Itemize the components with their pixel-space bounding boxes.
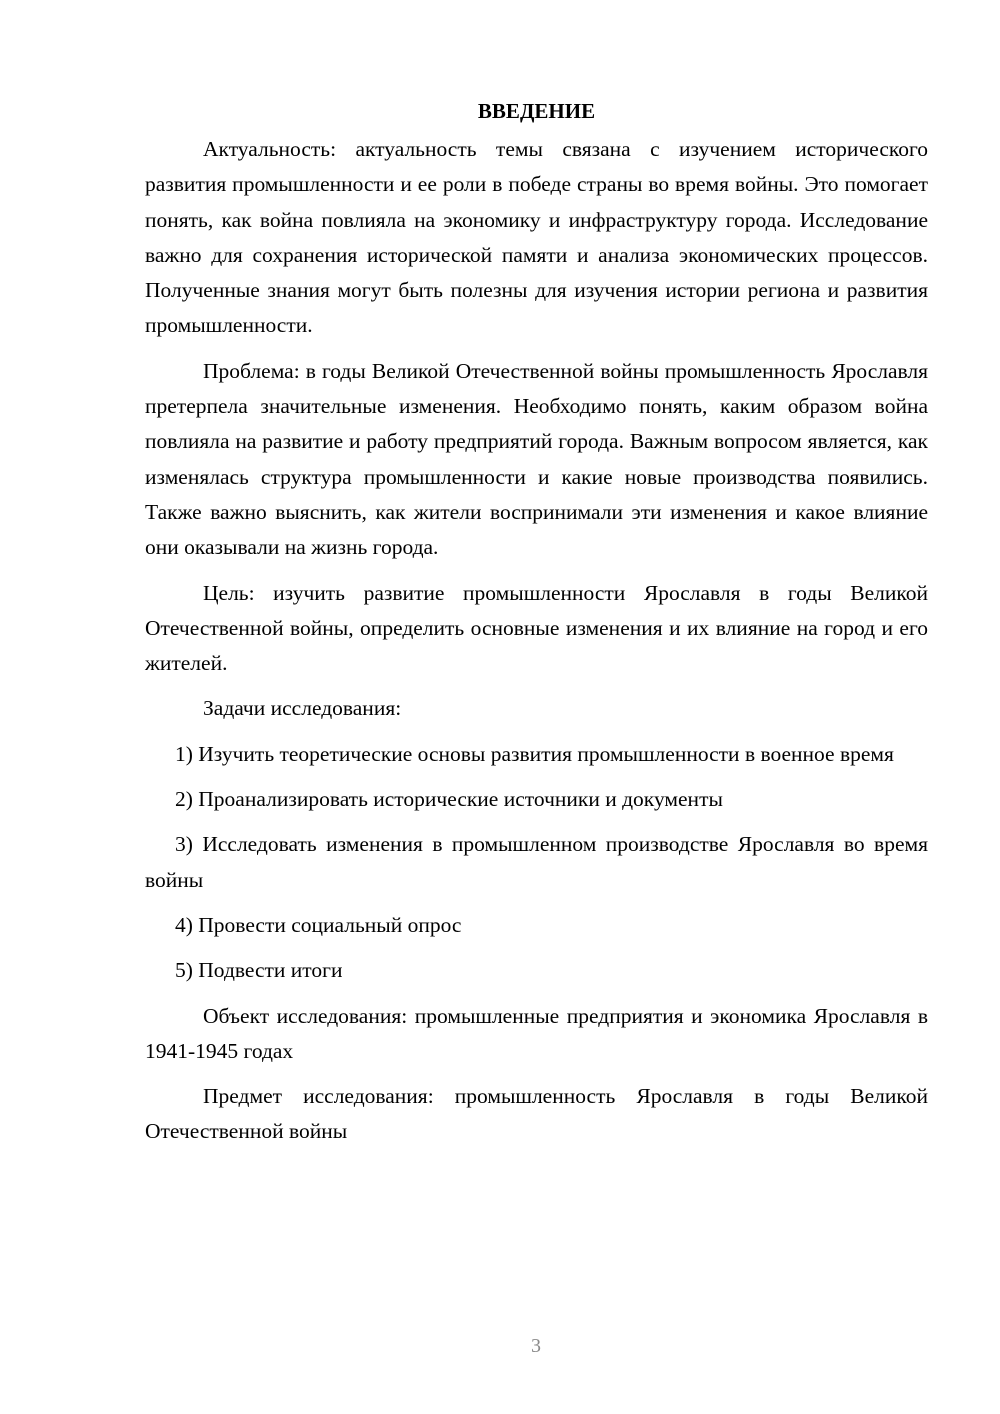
- task-item: 1) Изучить теоретические основы развития промышленности в военное время: [175, 741, 894, 766]
- section-heading: ВВЕДЕНИЕ: [477, 99, 596, 123]
- research-subject-paragraph: Предмет исследования: промышленность Ярославля в годы Великой Отечественной войны: [145, 1084, 928, 1144]
- page-content: [145, 96, 928, 1160]
- goal-paragraph: Цель: изучить развитие промышленности Ярославля в годы Великой Отечественной войны, определить основные изменения и их влияние на город и его жителей.: [145, 580, 928, 676]
- relevance-paragraph: Актуальность: актуальность темы связана с изучением исторического развития промышленности и ее роли в победе страны во время войны. Это помогает понять, как война повлияла на экономику и инфраструктуру города. Исследование важно для сохранения исторической памяти и анализа экономических процессов. Полученные знания могут быть полезны для изучения истории региона и развития промышленности.: [145, 137, 928, 338]
- problem-paragraph: Проблема: в годы Великой Отечественной войны промышленность Ярославля претерпела значительные изменения. Необходимо понять, каким образом война повлияла на развитие и работу предприятий города. Важным вопросом является, как изменялась структура промышленности и какие новые производства появились. Также важно выяснить, как жители воспринимали эти изменения и какое влияние они оказывали на жизнь города.: [145, 358, 928, 560]
- task-item: 3) Исследовать изменения в промышленном производстве Ярославля во время войны: [145, 832, 928, 892]
- page-number: 3: [531, 1335, 541, 1357]
- task-item: 4) Провести социальный опрос: [175, 912, 462, 937]
- task-item: 5) Подвести итоги: [175, 958, 343, 983]
- tasks-title: Задачи исследования:: [203, 696, 402, 721]
- research-object-paragraph: Объект исследования: промышленные предприятия и экономика Ярославля в 1941-1945 годах: [145, 1003, 928, 1063]
- task-item: 2) Проанализировать исторические источники и документы: [175, 787, 723, 812]
